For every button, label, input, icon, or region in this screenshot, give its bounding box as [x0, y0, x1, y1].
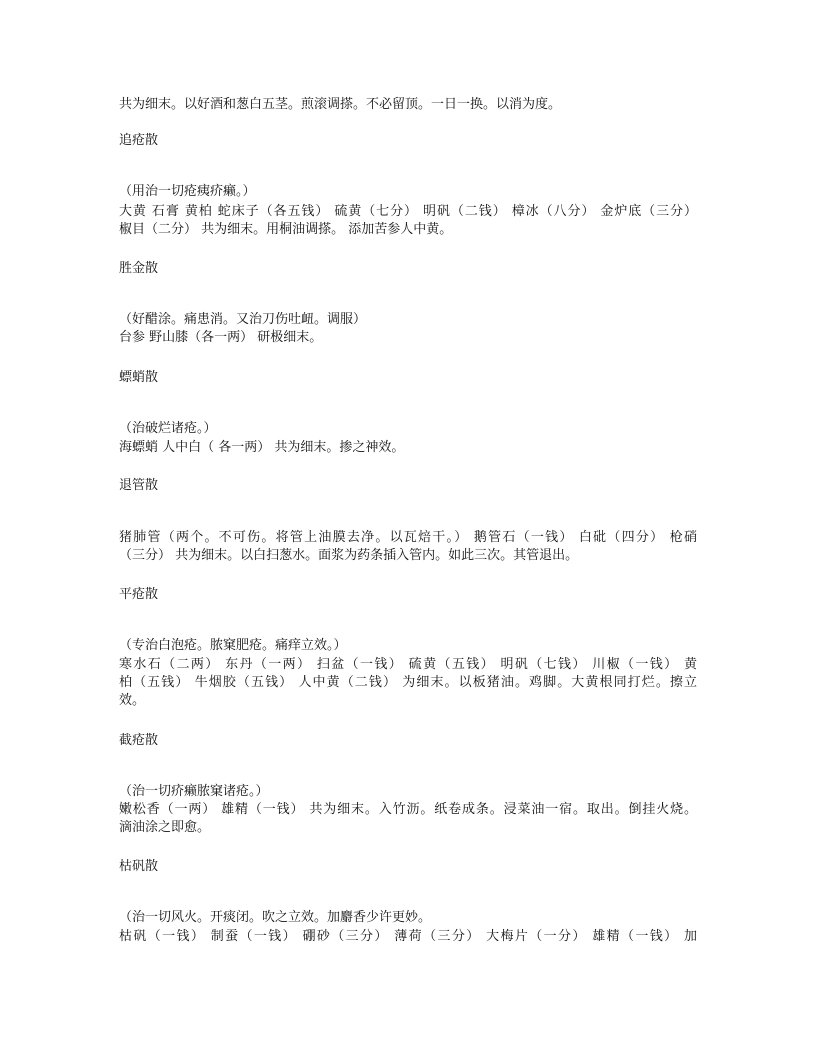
body-text: 海螵蛸 人中白（ 各一两） 共为细末。掺之神效。 [119, 440, 405, 455]
body-text: （治破烂诸疮。） [119, 421, 217, 436]
body-text: （三分） 共为细末。以白扫葱水。面浆为药条插入管内。如此三次。其管退出。 [119, 548, 579, 563]
body-text: 猪肺管（两个。不可伤。将管上油膜去净。以瓦焙干。） 鹅管石（一钱） 白砒（四分） 枪硝 [119, 530, 697, 545]
section-heading: 退管散 [119, 478, 159, 493]
section-heading: 追疮散 [119, 133, 159, 148]
body-text: 共为细末。以好酒和葱白五茎。煎滚调搽。不必留顶。一日一换。以消为度。 [119, 97, 562, 112]
body-text: （用治一切疮痍疥癞。） [119, 184, 256, 199]
body-text: 寒水石（二两） 东丹（一两） 扫盆（一钱） 硫黄（五钱） 明矾（七钱） 川椒（一钱） 黄 [119, 657, 697, 672]
body-text: 嫩松香（一两） 雄精（一钱） 共为细末。入竹沥。纸卷成条。浸菜油一宿。取出。倒挂火烧。 [119, 802, 697, 817]
body-text: （治一切风火。开痰闭。吹之立效。加麝香少许更妙。 [119, 910, 432, 925]
body-text: （好醋涂。痛患消。又治刀伤吐衄。调服） [119, 312, 367, 327]
body-text: （专治白泡疮。脓窠肥疮。痛痒立效。） [119, 638, 347, 653]
section-heading: 胜金散 [119, 261, 159, 276]
section-heading: 螵蛸散 [119, 370, 159, 385]
section-heading: 截疮散 [119, 733, 159, 748]
body-text: 枯矾（一钱） 制蚕（一钱） 硼砂（三分） 薄荷（三分） 大梅片（一分） 雄精（一钱） 加 [119, 929, 697, 944]
body-text: （治一切疥癞脓窠诸疮。） [119, 784, 269, 799]
body-text: 柏（五钱） 牛烟胶（五钱） 人中黄（二钱） 为细末。以板猪油。鸡脚。大黄根同打烂。擦立 [119, 675, 697, 690]
body-text: 台参 野山膝（各一两） 研极细末。 [119, 330, 323, 345]
body-text: 大黄 石膏 黄柏 蛇床子（各五钱） 硫黄（七分） 明矾（二钱） 樟冰（八分） 金炉底（三分） [119, 204, 697, 219]
body-text: 椒目（二分） 共为细末。用桐油调搽。 添加苦参人中黄。 [119, 222, 453, 237]
section-heading: 枯矾散 [119, 859, 159, 874]
body-text: 效。 [119, 693, 146, 708]
body-text: 滴油涂之即愈。 [119, 820, 211, 835]
section-heading: 平疮散 [119, 587, 159, 602]
